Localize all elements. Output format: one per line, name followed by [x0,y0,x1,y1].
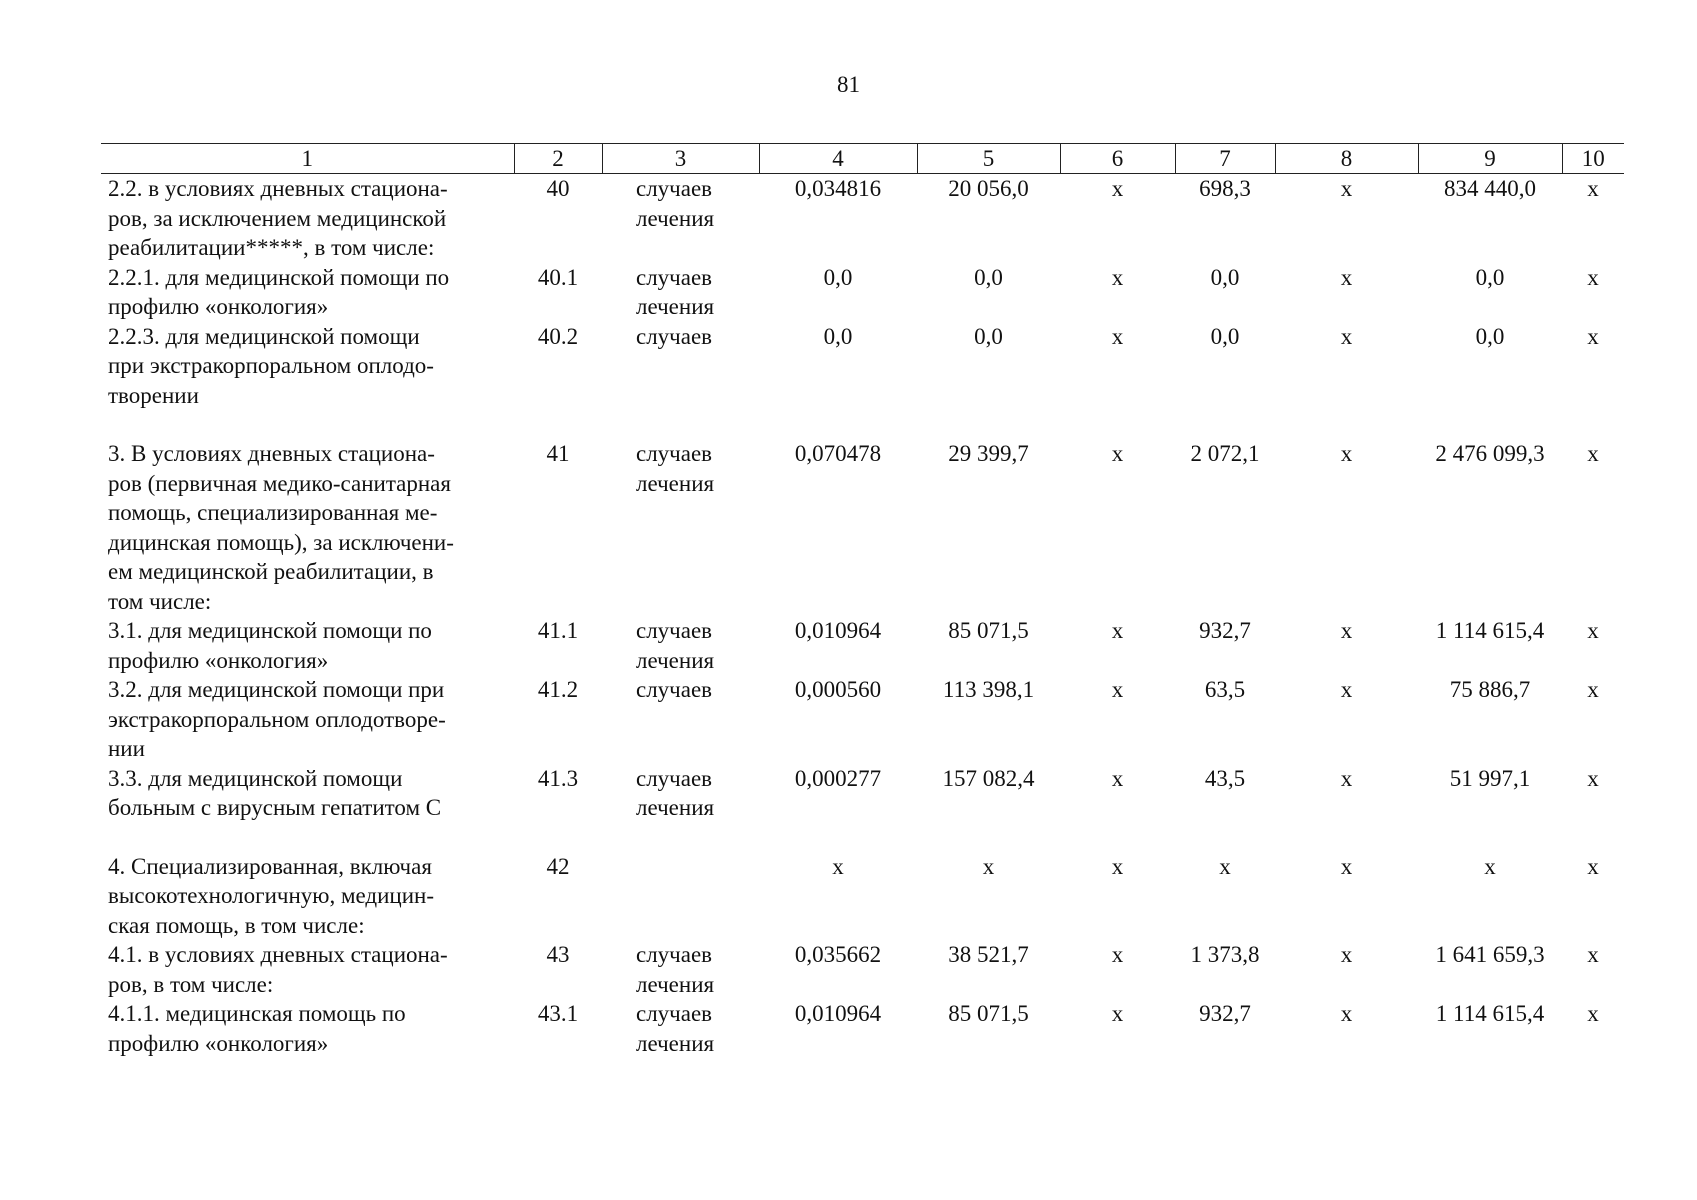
column-header-10: 10 [1562,144,1624,174]
line-number-cell: 43 [546,942,570,967]
value-cell-5: 29 399,7 [948,441,1029,466]
value-cell-10: х [1587,942,1599,967]
unit-cell: случаев лечения [636,942,715,997]
row-name-cell: 3.3. для медицинской помощи больным с вирусным гепатитом С [108,765,442,820]
value-cell-5: 85 071,5 [948,618,1029,643]
line-number-cell: 41.3 [537,765,579,791]
value-cell-9: 2 476 099,3 [1435,441,1545,466]
row-name-cell: 4. Специализированная, включая высокотехнологичную, медицин- ская помощь, в том числе: [108,853,435,938]
value-cell-6: х [1111,264,1124,290]
indicator-table-container [101,143,1624,1058]
column-header-6: 6 [1060,144,1175,174]
value-cell-4: 0,0 [823,264,853,290]
column-header-1: 1 [101,144,514,174]
value-cell-9: 1 641 659,3 [1435,942,1545,967]
value-cell-8: х [1340,618,1353,643]
value-cell-6: х [1111,176,1124,201]
row-name-cell: 4.1. в условиях дневных стациона- ров, в том числе: [108,942,448,997]
value-cell-8: х [1340,765,1353,791]
unit-cell: случаев лечения [636,618,715,673]
table-body [101,174,1624,1059]
value-cell-4: 0,070478 [794,441,882,466]
row-name-cell: 3. В условиях дневных стациона- ров (первичная медико-санитарная помощь, специализированная ме- дицинская помощь), за исключени- ем медицинской реабилитации, в том числе: [108,441,454,614]
value-cell-5: 20 056,0 [948,176,1029,201]
value-cell-6: х [1111,1001,1124,1026]
column-header-9: 9 [1418,144,1562,174]
row-name-cell: 2.2.1. для медицинской помощи по профилю «онкология» [108,264,450,319]
value-cell-4: х [832,853,844,879]
value-cell-9: х [1484,853,1496,879]
line-number-cell: 40.1 [537,264,579,290]
column-header-8: 8 [1275,144,1418,174]
value-cell-8: х [1340,942,1353,967]
unit-cell: случаев [636,677,713,702]
row-name-cell: 3.1. для медицинской помощи по профилю «онкология» [108,618,432,673]
value-cell-4: 0,010964 [794,1001,882,1026]
value-cell-5: 85 071,5 [948,1001,1029,1026]
value-cell-5: 0,0 [974,264,1003,290]
header-row [101,144,1624,174]
column-header-2: 2 [514,144,602,174]
value-cell-10: х [1587,176,1599,201]
column-header-7: 7 [1175,144,1275,174]
unit-cell [602,823,759,941]
value-cell-8: х [1340,264,1353,290]
column-header-5: 5 [917,144,1060,174]
value-cell-7: 932,7 [1199,1001,1251,1026]
table-row [101,174,1624,263]
value-cell-10: х [1587,677,1599,702]
value-cell-6: х [1111,618,1124,643]
value-cell-9: 0,0 [1475,264,1505,290]
table-row [101,263,1624,322]
value-cell-5: х [982,853,995,879]
value-cell-9: 1 114 615,4 [1435,1001,1545,1026]
table-row [101,764,1624,823]
table-row [101,940,1624,999]
value-cell-4: 0,000277 [794,765,882,791]
value-cell-7: 0,0 [1210,323,1240,349]
value-cell-7: 63,5 [1204,677,1246,702]
value-cell-4: 0,0 [823,323,853,349]
value-cell-6: х [1111,677,1124,702]
value-cell-5: 157 082,4 [942,765,1035,791]
value-cell-8: х [1340,1001,1353,1026]
unit-cell: случаев [636,323,713,349]
unit-cell: случаев лечения [636,765,715,820]
value-cell-9: 51 997,1 [1449,765,1531,791]
line-number-cell: 42 [546,853,570,879]
table-row [101,823,1624,941]
value-cell-8: х [1340,677,1353,702]
value-cell-7: 43,5 [1204,765,1246,791]
unit-cell: случаев лечения [636,176,715,231]
table-row [101,675,1624,764]
unit-cell: случаев лечения [636,1001,715,1056]
row-name-cell: 2.2. в условиях дневных стациона- ров, за исключением медицинской реабилитации*****, в том числе: [108,176,448,260]
row-name-cell: 2.2.3. для медицинской помощи при экстракорпоральном оплодо- творении [108,323,434,408]
value-cell-5: 113 398,1 [942,677,1035,702]
value-cell-10: х [1587,441,1599,466]
value-cell-10: х [1587,1001,1599,1026]
value-cell-10: х [1587,618,1599,643]
table-row [101,410,1624,616]
value-cell-10: х [1587,853,1599,879]
value-cell-8: х [1340,853,1353,879]
value-cell-6: х [1111,441,1124,466]
value-cell-4: 0,010964 [794,618,882,643]
unit-cell: случаев лечения [636,441,715,496]
value-cell-7: х [1219,853,1231,879]
value-cell-9: 834 440,0 [1444,176,1536,201]
value-cell-6: х [1111,323,1124,349]
row-name-cell: 3.2. для медицинской помощи при экстракорпоральном оплодотворе- нии [108,677,446,761]
line-number-cell: 43.1 [537,1001,579,1026]
value-cell-9: 1 114 615,4 [1435,618,1545,643]
value-cell-4: 0,035662 [794,942,882,967]
line-number-cell: 40 [546,176,570,201]
indicator-table [101,143,1624,1058]
value-cell-5: 38 521,7 [948,942,1029,967]
value-cell-10: х [1587,765,1599,791]
value-cell-9: 0,0 [1475,323,1505,349]
value-cell-6: х [1111,853,1124,879]
column-header-4: 4 [759,144,917,174]
value-cell-4: 0,034816 [794,176,882,201]
line-number-cell: 40.2 [537,323,579,349]
value-cell-6: х [1111,942,1124,967]
unit-cell: случаев лечения [636,264,715,319]
value-cell-8: х [1340,323,1353,349]
column-header-3: 3 [602,144,759,174]
table-row [101,616,1624,675]
table-row [101,322,1624,411]
value-cell-10: х [1587,323,1599,349]
row-name-cell: 4.1.1. медицинская помощь по профилю «онкология» [108,1001,406,1056]
value-cell-8: х [1340,441,1353,466]
value-cell-7: 0,0 [1210,264,1240,290]
value-cell-9: 75 886,7 [1449,677,1531,702]
value-cell-7: 932,7 [1199,618,1251,643]
value-cell-4: 0,000560 [794,677,882,702]
table-row [101,999,1624,1058]
line-number-cell: 41.1 [537,618,579,643]
page-number: 81 [837,72,860,97]
value-cell-7: 1 373,8 [1190,942,1260,967]
value-cell-7: 698,3 [1199,176,1251,201]
value-cell-8: х [1340,176,1353,201]
value-cell-6: х [1111,765,1124,791]
value-cell-10: х [1587,264,1599,290]
line-number-cell: 41 [546,441,570,466]
line-number-cell: 41.2 [537,677,579,702]
value-cell-5: 0,0 [974,323,1003,349]
value-cell-7: 2 072,1 [1190,441,1260,466]
